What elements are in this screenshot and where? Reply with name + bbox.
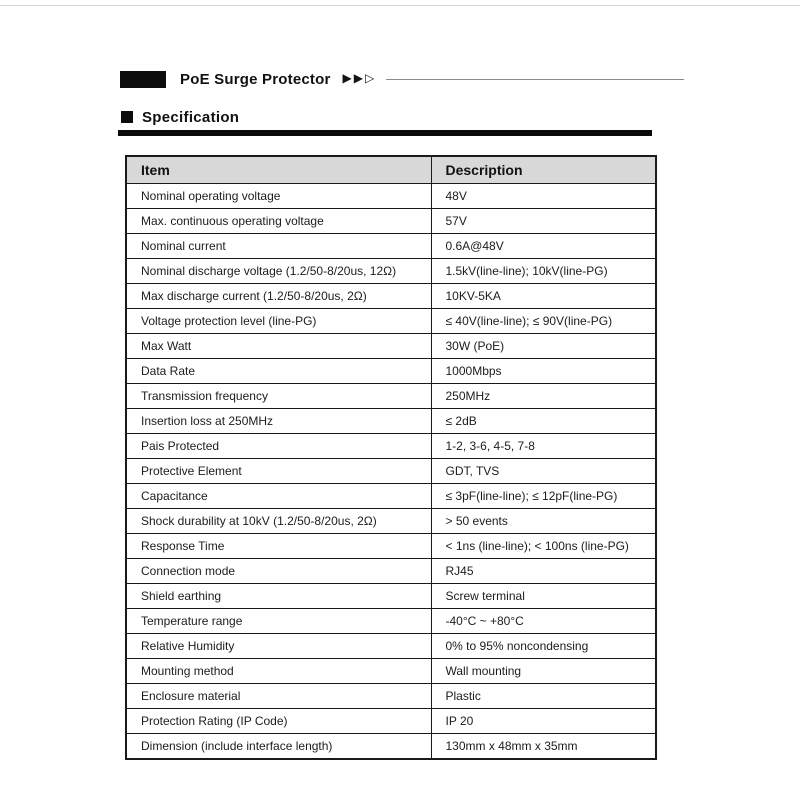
spec-table — [125, 155, 657, 760]
header-rule-line — [386, 79, 684, 80]
description-cell: RJ45 — [431, 559, 656, 584]
item-cell: Shock durability at 10kV (1.2/50-8/20us, 2Ω) — [126, 509, 431, 534]
page-top-divider — [0, 5, 800, 6]
description-cell: Plastic — [431, 684, 656, 709]
description-cell: 30W (PoE) — [431, 334, 656, 359]
table-row — [126, 334, 656, 359]
description-cell: Screw terminal — [431, 584, 656, 609]
description-cell: 0% to 95% noncondensing — [431, 634, 656, 659]
item-cell: Response Time — [126, 534, 431, 559]
table-row — [126, 409, 656, 434]
table-row — [126, 609, 656, 634]
table-row — [126, 434, 656, 459]
table-row — [126, 534, 656, 559]
col-header-description: Description — [431, 156, 656, 184]
table-row — [126, 559, 656, 584]
table-row — [126, 284, 656, 309]
item-cell: Insertion loss at 250MHz — [126, 409, 431, 434]
table-row — [126, 584, 656, 609]
description-cell: ≤ 3pF(line-line); ≤ 12pF(line-PG) — [431, 484, 656, 509]
item-cell: Voltage protection level (line-PG) — [126, 309, 431, 334]
section-heading — [121, 108, 239, 126]
item-cell: Protective Element — [126, 459, 431, 484]
item-cell: Enclosure material — [126, 684, 431, 709]
doc-title: PoE Surge Protector — [180, 70, 331, 88]
description-cell: 1-2, 3-6, 4-5, 7-8 — [431, 434, 656, 459]
table-row — [126, 509, 656, 534]
item-cell: Connection mode — [126, 559, 431, 584]
description-cell: > 50 events — [431, 509, 656, 534]
item-cell: Nominal operating voltage — [126, 184, 431, 209]
item-cell: Max. continuous operating voltage — [126, 209, 431, 234]
description-cell: 48V — [431, 184, 656, 209]
section-title: Specification — [142, 108, 240, 126]
description-cell: GDT, TVS — [431, 459, 656, 484]
item-cell: Transmission frequency — [126, 384, 431, 409]
arrow-right-icons: ▶▶▷ — [342, 71, 377, 85]
item-cell: Nominal current — [126, 234, 431, 259]
description-cell: < 1ns (line-line); < 100ns (line-PG) — [431, 534, 656, 559]
table-row — [126, 234, 656, 259]
description-cell: 1000Mbps — [431, 359, 656, 384]
item-cell: Capacitance — [126, 484, 431, 509]
table-row — [126, 309, 656, 334]
description-cell: IP 20 — [431, 709, 656, 734]
table-row — [126, 359, 656, 384]
description-cell: 0.6A@48V — [431, 234, 656, 259]
table-row — [126, 634, 656, 659]
description-cell: -40°C ~ +80°C — [431, 609, 656, 634]
header-row — [126, 156, 656, 184]
table-row — [126, 259, 656, 284]
table-row — [126, 184, 656, 209]
section-rule-bar — [118, 130, 652, 136]
table-row — [126, 484, 656, 509]
description-cell: ≤ 2dB — [431, 409, 656, 434]
table-row — [126, 734, 656, 760]
doc-header — [120, 68, 684, 90]
description-cell: 1.5kV(line-line); 10kV(line-PG) — [431, 259, 656, 284]
item-cell: Mounting method — [126, 659, 431, 684]
table-row — [126, 684, 656, 709]
description-cell: Wall mounting — [431, 659, 656, 684]
item-cell: Temperature range — [126, 609, 431, 634]
square-bullet-icon — [121, 111, 133, 123]
description-cell: ≤ 40V(line-line); ≤ 90V(line-PG) — [431, 309, 656, 334]
item-cell: Dimension (include interface length) — [126, 734, 431, 760]
table-row — [126, 209, 656, 234]
table-row — [126, 709, 656, 734]
description-cell: 130mm x 48mm x 35mm — [431, 734, 656, 760]
spec-table-body — [126, 184, 656, 760]
description-cell: 10KV-5KA — [431, 284, 656, 309]
item-cell: Pais Protected — [126, 434, 431, 459]
item-cell: Protection Rating (IP Code) — [126, 709, 431, 734]
header-block-icon — [120, 71, 166, 88]
item-cell: Nominal discharge voltage (1.2/50-8/20us, 12Ω) — [126, 259, 431, 284]
item-cell: Max Watt — [126, 334, 431, 359]
table-row — [126, 384, 656, 409]
col-header-item: Item — [126, 156, 431, 184]
spec-table-header — [126, 156, 656, 184]
description-cell: 250MHz — [431, 384, 656, 409]
item-cell: Relative Humidity — [126, 634, 431, 659]
item-cell: Max discharge current (1.2/50-8/20us, 2Ω) — [126, 284, 431, 309]
item-cell: Shield earthing — [126, 584, 431, 609]
table-row — [126, 659, 656, 684]
description-cell: 57V — [431, 209, 656, 234]
item-cell: Data Rate — [126, 359, 431, 384]
table-row — [126, 459, 656, 484]
